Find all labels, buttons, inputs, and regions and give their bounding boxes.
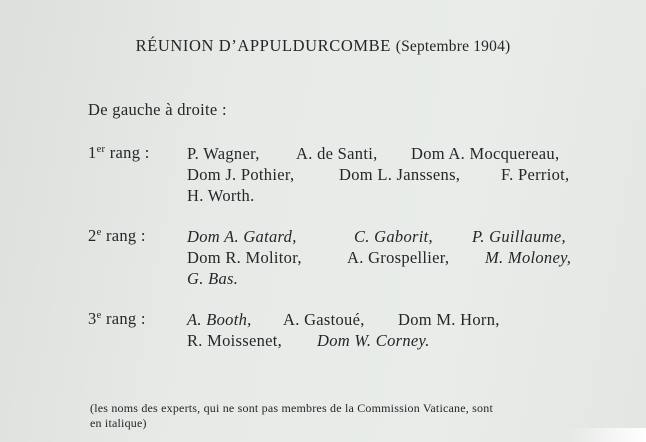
names-line	[187, 185, 569, 206]
intro-text: De gauche à droite :	[88, 100, 227, 119]
page-corner-glare	[566, 428, 646, 442]
person-name: Dom A. Mocquereau,	[411, 144, 560, 163]
page-title	[0, 36, 646, 56]
names-line	[187, 226, 571, 247]
person-name: A. Booth,	[187, 310, 252, 329]
person-name: A. Grospellier,	[347, 248, 450, 267]
person-name: G. Bas.	[187, 269, 239, 288]
person-name: Dom M. Horn,	[398, 310, 500, 329]
person-name: Dom A. Gatard,	[187, 227, 297, 246]
names-line	[187, 143, 569, 164]
footnote-line-1: (les noms des experts, qui ne sont pas membres de la Commission Vaticane, sont	[90, 401, 493, 415]
title-main: RÉUNION D’APPULDURCOMBE	[135, 36, 391, 55]
title-date: (Septembre 1904)	[395, 38, 511, 55]
names-row-1	[187, 143, 569, 206]
person-name: Dom J. Pothier,	[187, 165, 295, 184]
names-line	[187, 330, 500, 351]
rank-label-2: 2e rang :	[88, 226, 146, 245]
person-name: P. Guillaume,	[472, 227, 566, 246]
footnote	[90, 401, 600, 431]
names-line	[187, 309, 500, 330]
person-name: R. Moissenet,	[187, 331, 283, 350]
person-name: A. de Santi,	[296, 144, 378, 163]
names-line	[187, 268, 571, 289]
person-name: A. Gastoué,	[283, 310, 365, 329]
person-name: Dom W. Corney.	[317, 331, 430, 350]
person-name: H. Worth.	[187, 186, 255, 205]
names-row-2	[187, 226, 571, 289]
names-line	[187, 247, 571, 268]
person-name: Dom L. Janssens,	[339, 165, 461, 184]
person-name: F. Perriot,	[501, 165, 570, 184]
names-row-3	[187, 309, 500, 351]
rank-label-1: 1er rang :	[88, 143, 150, 162]
footnote-line-2: en italique)	[90, 416, 147, 430]
person-name: C. Gaborit,	[354, 227, 433, 246]
names-line	[187, 164, 569, 185]
rank-label-3: 3e rang :	[88, 309, 146, 328]
person-name: Dom R. Molitor,	[187, 248, 302, 267]
person-name: M. Moloney,	[485, 248, 572, 267]
person-name: P. Wagner,	[187, 144, 260, 163]
